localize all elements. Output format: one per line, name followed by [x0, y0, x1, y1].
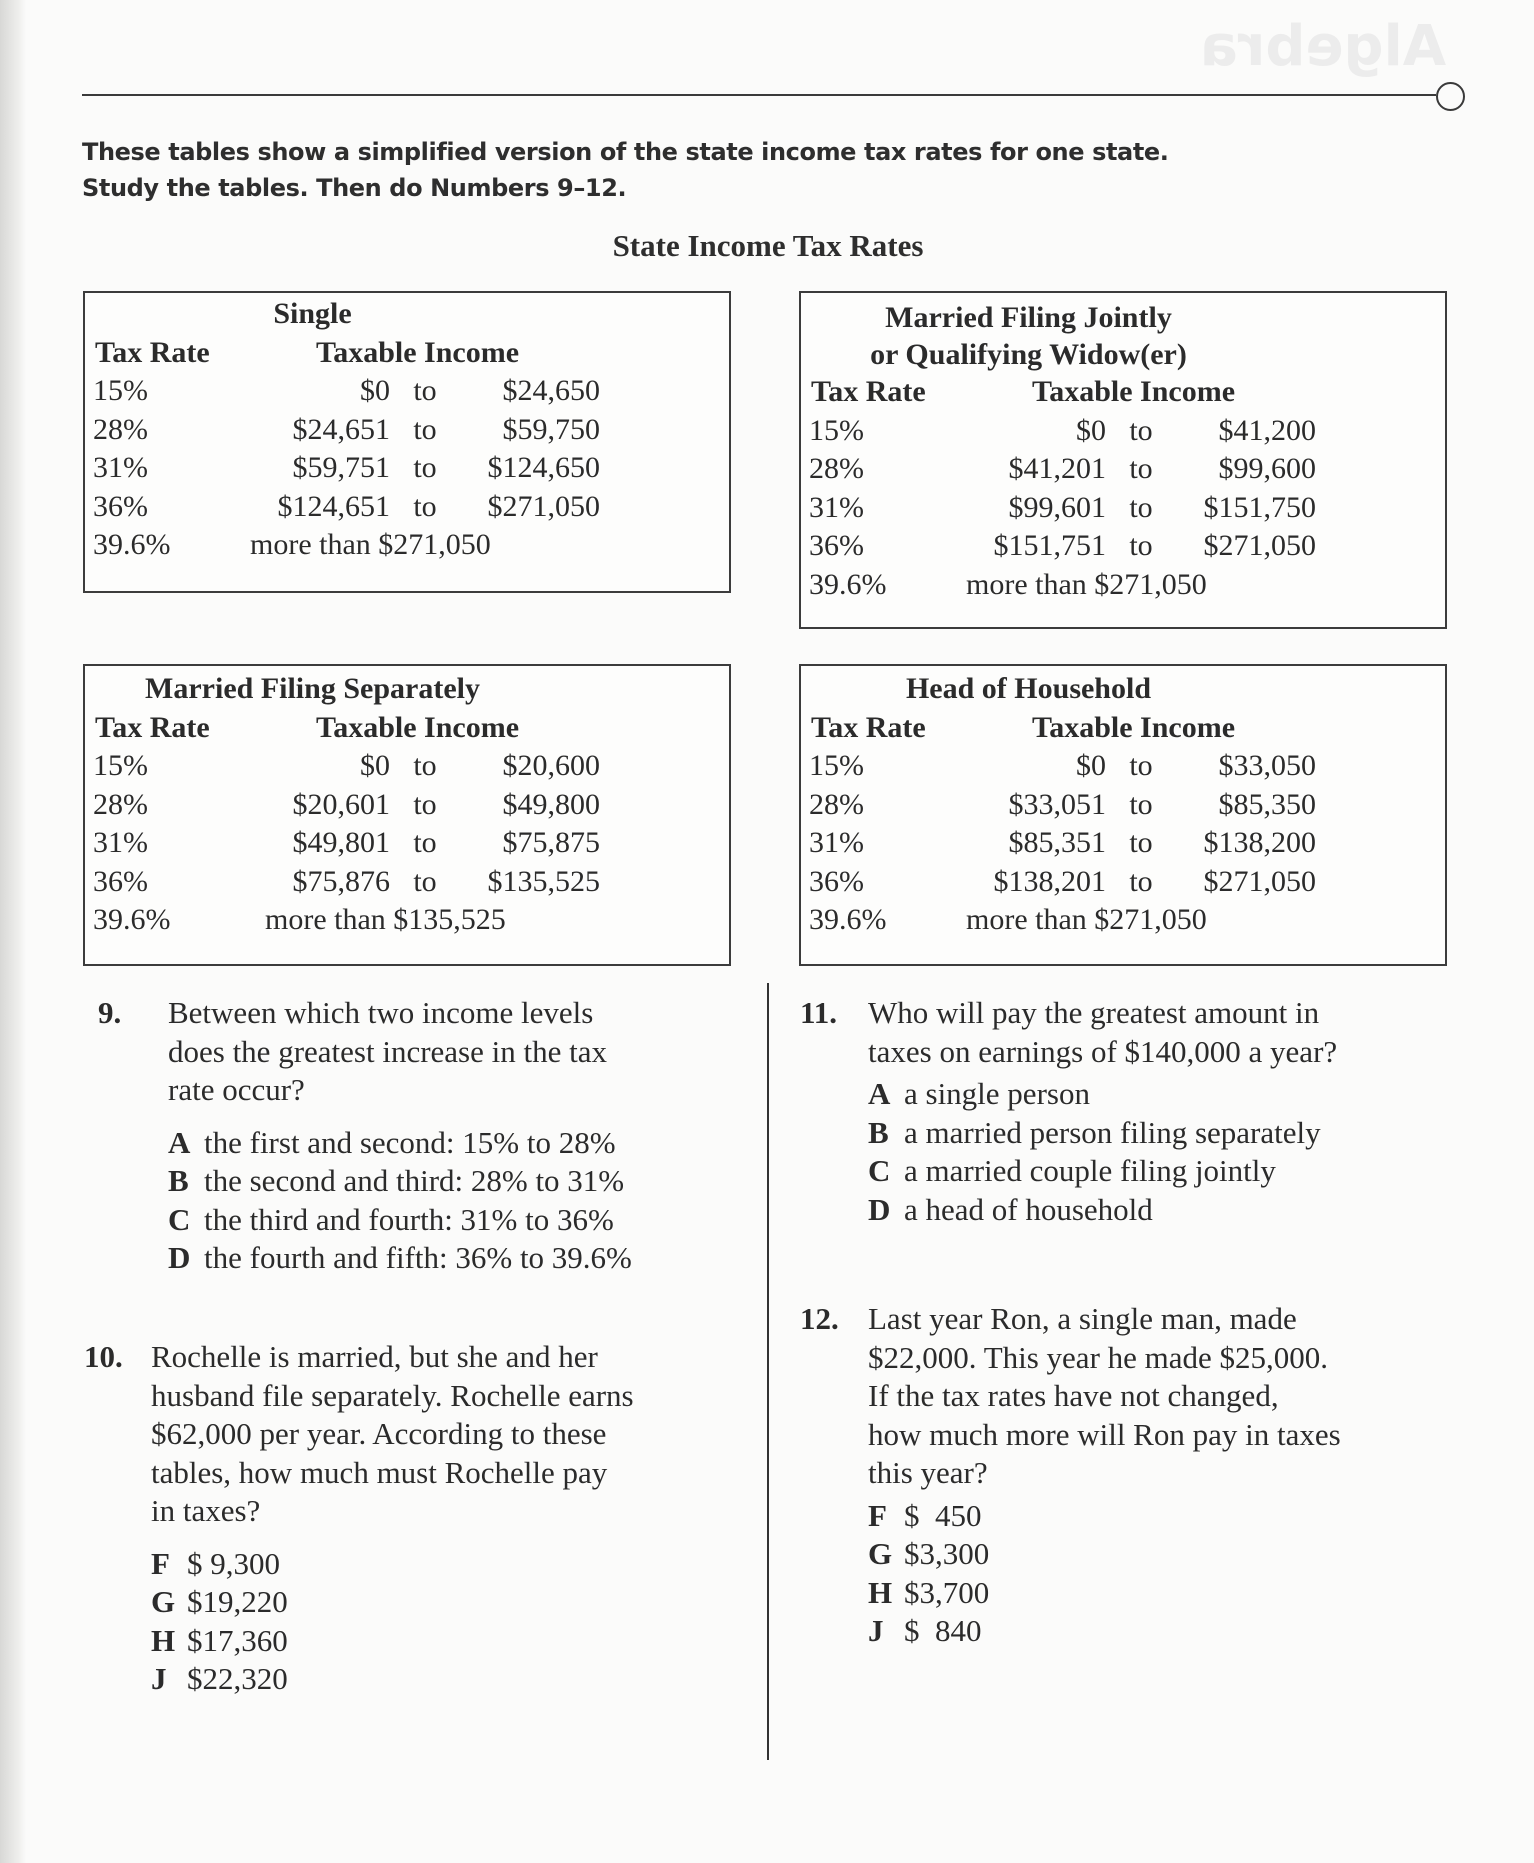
option-text: a married couple filing jointly [904, 1153, 1276, 1188]
option-text: $3,300 [904, 1536, 990, 1571]
header-rule [82, 94, 1436, 96]
table-row [801, 863, 1445, 902]
answer-option-d[interactable] [868, 1191, 1480, 1230]
answer-option-b[interactable] [168, 1162, 738, 1201]
col-taxable-income: Taxable Income [1031, 375, 1236, 408]
income-high: $271,050 [1203, 529, 1316, 562]
option-letter: J [151, 1661, 167, 1696]
table-header-row [801, 709, 1445, 748]
question-number: 10. [84, 1339, 123, 1374]
option-text: $19,220 [187, 1584, 288, 1619]
income-high: $99,600 [1218, 452, 1316, 485]
income-more-than: more than $271,050 [966, 567, 1207, 601]
table-category: Head of Household [905, 672, 1152, 705]
table-header-row [85, 709, 729, 748]
table-row [801, 824, 1445, 863]
income-low: $138,201 [993, 864, 1106, 898]
answer-option-c[interactable] [168, 1201, 738, 1240]
rate-cell: 39.6% [93, 903, 171, 936]
table-row [801, 489, 1445, 528]
answer-option-h[interactable] [151, 1622, 764, 1661]
option-letter: H [151, 1622, 176, 1658]
question-line: If the tax rates have not changed, [868, 1378, 1279, 1413]
option-text: the second and third: 28% to 31% [204, 1163, 625, 1198]
instructions-line: Study the tables. Then do Numbers 9–12. [82, 174, 627, 202]
tables-title [0, 228, 1534, 264]
income-low: $124,651 [277, 489, 390, 523]
table-row [85, 372, 729, 411]
income-high: $271,050 [1203, 864, 1316, 898]
to-word: to [413, 787, 437, 821]
income-high: $124,650 [487, 451, 600, 484]
question-line: Last year Ron, a single man, made [868, 1301, 1297, 1336]
income-low: $20,601 [292, 787, 390, 821]
option-text: $17,360 [187, 1622, 288, 1658]
col-taxable-income: Taxable Income [315, 710, 520, 744]
rate-cell: 39.6% [809, 903, 887, 936]
answer-option-h[interactable] [868, 1574, 1500, 1613]
col-tax-rate: Tax Rate [95, 710, 210, 744]
table-married-separately [83, 664, 731, 966]
table-header-row [85, 334, 729, 373]
to-word: to [1129, 749, 1153, 782]
page-gutter-shadow [0, 0, 26, 1863]
rate-cell: 31% [809, 490, 864, 524]
to-word: to [1129, 490, 1153, 524]
table-category: Married Filing Jointly [885, 301, 1172, 334]
table-category: or Qualifying Widow(er) [870, 338, 1187, 371]
income-high: $151,750 [1203, 490, 1316, 524]
col-tax-rate: Tax Rate [811, 710, 926, 744]
question-line: how much more will Ron pay in taxes [868, 1416, 1341, 1452]
to-word: to [413, 864, 437, 898]
question-line: in taxes? [151, 1493, 261, 1528]
rate-cell: 36% [93, 489, 148, 523]
income-low: $59,751 [292, 451, 390, 484]
table-row [85, 411, 729, 450]
table-row [801, 527, 1445, 566]
table-category: Married Filing Separately [145, 672, 480, 705]
income-low: $0 [1076, 749, 1106, 782]
question-text [868, 994, 1480, 1071]
col-tax-rate: Tax Rate [811, 375, 926, 408]
answer-option-f[interactable] [868, 1497, 1500, 1536]
question-number: 12. [800, 1301, 839, 1336]
option-letter: D [868, 1191, 891, 1227]
option-letter: B [868, 1114, 889, 1150]
rate-cell: 15% [93, 374, 148, 407]
to-word: to [1129, 413, 1153, 447]
option-letter: C [868, 1153, 891, 1188]
rate-cell: 28% [93, 412, 148, 446]
rate-cell: 36% [93, 864, 148, 898]
option-letter: F [868, 1497, 887, 1533]
rate-cell: 36% [809, 529, 864, 562]
table-row [85, 863, 729, 902]
rate-cell: 31% [93, 826, 148, 859]
rate-cell: 39.6% [93, 528, 171, 561]
to-word: to [1129, 787, 1153, 821]
question-line: tables, how much must Rochelle pay [151, 1454, 608, 1490]
to-word: to [413, 826, 437, 859]
question-line: taxes on earnings of $140,000 a year? [868, 1033, 1338, 1069]
answer-options [868, 1075, 1480, 1229]
income-high: $24,650 [502, 374, 600, 407]
answer-option-d[interactable] [168, 1239, 738, 1278]
option-text: a head of household [904, 1191, 1153, 1227]
column-divider [767, 983, 769, 1760]
question-line: $22,000. This year he made $25,000. [868, 1339, 1329, 1375]
income-high: $135,525 [487, 864, 600, 898]
question-10 [84, 1338, 764, 1699]
income-low: $49,801 [292, 826, 390, 859]
table-row [801, 566, 1445, 605]
rate-cell: 15% [809, 413, 864, 447]
income-more-than: more than $271,050 [966, 903, 1207, 936]
to-word: to [1129, 864, 1153, 898]
question-text [151, 1338, 764, 1531]
tables-title-text: State Income Tax Rates [612, 228, 924, 263]
question-line: Rochelle is married, but she and her [151, 1339, 598, 1374]
rate-cell: 28% [809, 787, 864, 821]
option-text: a single person [904, 1076, 1090, 1111]
table-category: Single [273, 297, 352, 330]
question-line: rate occur? [168, 1072, 305, 1107]
option-text: the fourth and fifth: 36% to 39.6% [204, 1240, 632, 1275]
question-9 [98, 994, 738, 1278]
answer-option-a[interactable] [168, 1124, 738, 1163]
instructions [82, 134, 1382, 206]
table-row [85, 786, 729, 825]
question-number: 11. [800, 995, 838, 1030]
option-text: the third and fourth: 31% to 36% [204, 1201, 614, 1237]
income-high: $271,050 [487, 489, 600, 523]
income-low: $75,876 [292, 864, 390, 898]
question-text [168, 994, 738, 1110]
question-line: $62,000 per year. According to these [151, 1416, 607, 1451]
option-letter: C [168, 1201, 191, 1237]
income-high: $33,050 [1218, 749, 1316, 782]
rate-cell: 28% [93, 787, 148, 821]
to-word: to [1129, 529, 1153, 562]
question-line: does the greatest increase in the tax [168, 1033, 607, 1069]
rate-cell: 31% [809, 826, 864, 859]
col-taxable-income: Taxable Income [315, 335, 520, 369]
option-letter: D [168, 1240, 191, 1275]
option-letter: J [868, 1613, 884, 1648]
table-row [85, 449, 729, 488]
question-12 [800, 1300, 1500, 1651]
question-number: 9. [98, 995, 122, 1030]
option-text: a married person filing separately [904, 1114, 1321, 1150]
answer-options [168, 1124, 738, 1278]
table-head-of-household [799, 664, 1447, 966]
income-low: $99,601 [1008, 490, 1106, 524]
table-row [801, 412, 1445, 451]
answer-options [868, 1497, 1500, 1651]
instructions-line: These tables show a simplified version of the state income tax rates for one state. [82, 138, 1169, 166]
question-11 [800, 994, 1480, 1229]
table-row [801, 901, 1445, 940]
option-text: $ 9,300 [187, 1545, 280, 1581]
income-low: $33,051 [1008, 787, 1106, 821]
answer-option-f[interactable] [151, 1545, 764, 1584]
table-married-jointly [799, 291, 1447, 629]
rate-cell: 15% [93, 749, 148, 782]
income-high: $20,600 [502, 749, 600, 782]
answer-option-a[interactable] [868, 1075, 1480, 1114]
table-row [801, 450, 1445, 489]
question-line: Between which two income levels [168, 995, 594, 1030]
income-low: $0 [360, 749, 390, 782]
rate-cell: 28% [809, 452, 864, 485]
rate-cell: 39.6% [809, 567, 887, 601]
option-text: $ 450 [904, 1497, 982, 1533]
question-line: this year? [868, 1455, 988, 1490]
show-through-title: Algebra [1199, 14, 1446, 79]
income-low: $24,651 [292, 412, 390, 446]
col-taxable-income: Taxable Income [1031, 710, 1236, 744]
rate-cell: 15% [809, 749, 864, 782]
table-row [85, 901, 729, 940]
answer-options [151, 1545, 764, 1699]
income-high: $85,350 [1218, 787, 1316, 821]
option-letter: A [868, 1076, 891, 1111]
to-word: to [1129, 452, 1153, 485]
income-high: $75,875 [502, 826, 600, 859]
option-text: $22,320 [187, 1661, 288, 1696]
question-line: husband file separately. Rochelle earns [151, 1377, 634, 1413]
option-letter: G [868, 1536, 893, 1571]
table-row [85, 526, 729, 565]
option-text: $3,700 [904, 1574, 990, 1610]
table-row [85, 824, 729, 863]
income-high: $138,200 [1203, 826, 1316, 859]
to-word: to [413, 412, 437, 446]
table-single [83, 291, 731, 593]
table-row [85, 488, 729, 527]
answer-option-j[interactable] [868, 1612, 1500, 1651]
option-letter: A [168, 1124, 191, 1160]
income-low: $151,751 [993, 529, 1106, 562]
option-text: the first and second: 15% to 28% [204, 1124, 616, 1160]
option-letter: B [168, 1163, 189, 1198]
income-high: $59,750 [502, 412, 600, 446]
rate-cell: 31% [93, 451, 148, 484]
answer-option-g[interactable] [868, 1535, 1500, 1574]
question-text [868, 1300, 1500, 1493]
income-low: $0 [360, 374, 390, 407]
income-more-than: more than $135,525 [265, 903, 506, 936]
answer-option-b[interactable] [868, 1114, 1480, 1153]
option-letter: G [151, 1584, 176, 1619]
table-row [801, 786, 1445, 825]
table-row [85, 747, 729, 786]
to-word: to [413, 374, 437, 407]
income-low: $41,201 [1008, 452, 1106, 485]
table-header-row [801, 373, 1445, 412]
to-word: to [413, 489, 437, 523]
header-circle-icon [1436, 82, 1465, 111]
option-letter: F [151, 1545, 170, 1581]
table-row [801, 747, 1445, 786]
col-tax-rate: Tax Rate [95, 335, 210, 369]
option-letter: H [868, 1574, 893, 1610]
option-text: $ 840 [904, 1613, 982, 1648]
question-line: Who will pay the greatest amount in [868, 995, 1320, 1030]
income-high: $41,200 [1218, 413, 1316, 447]
to-word: to [413, 749, 437, 782]
answer-option-c[interactable] [868, 1152, 1480, 1191]
income-low: $0 [1076, 413, 1106, 447]
income-more-than: more than $271,050 [250, 528, 491, 561]
income-high: $49,800 [502, 787, 600, 821]
answer-option-j[interactable] [151, 1660, 764, 1699]
answer-option-g[interactable] [151, 1583, 764, 1622]
to-word: to [413, 451, 437, 484]
income-low: $85,351 [1008, 826, 1106, 859]
rate-cell: 36% [809, 864, 864, 898]
to-word: to [1129, 826, 1153, 859]
